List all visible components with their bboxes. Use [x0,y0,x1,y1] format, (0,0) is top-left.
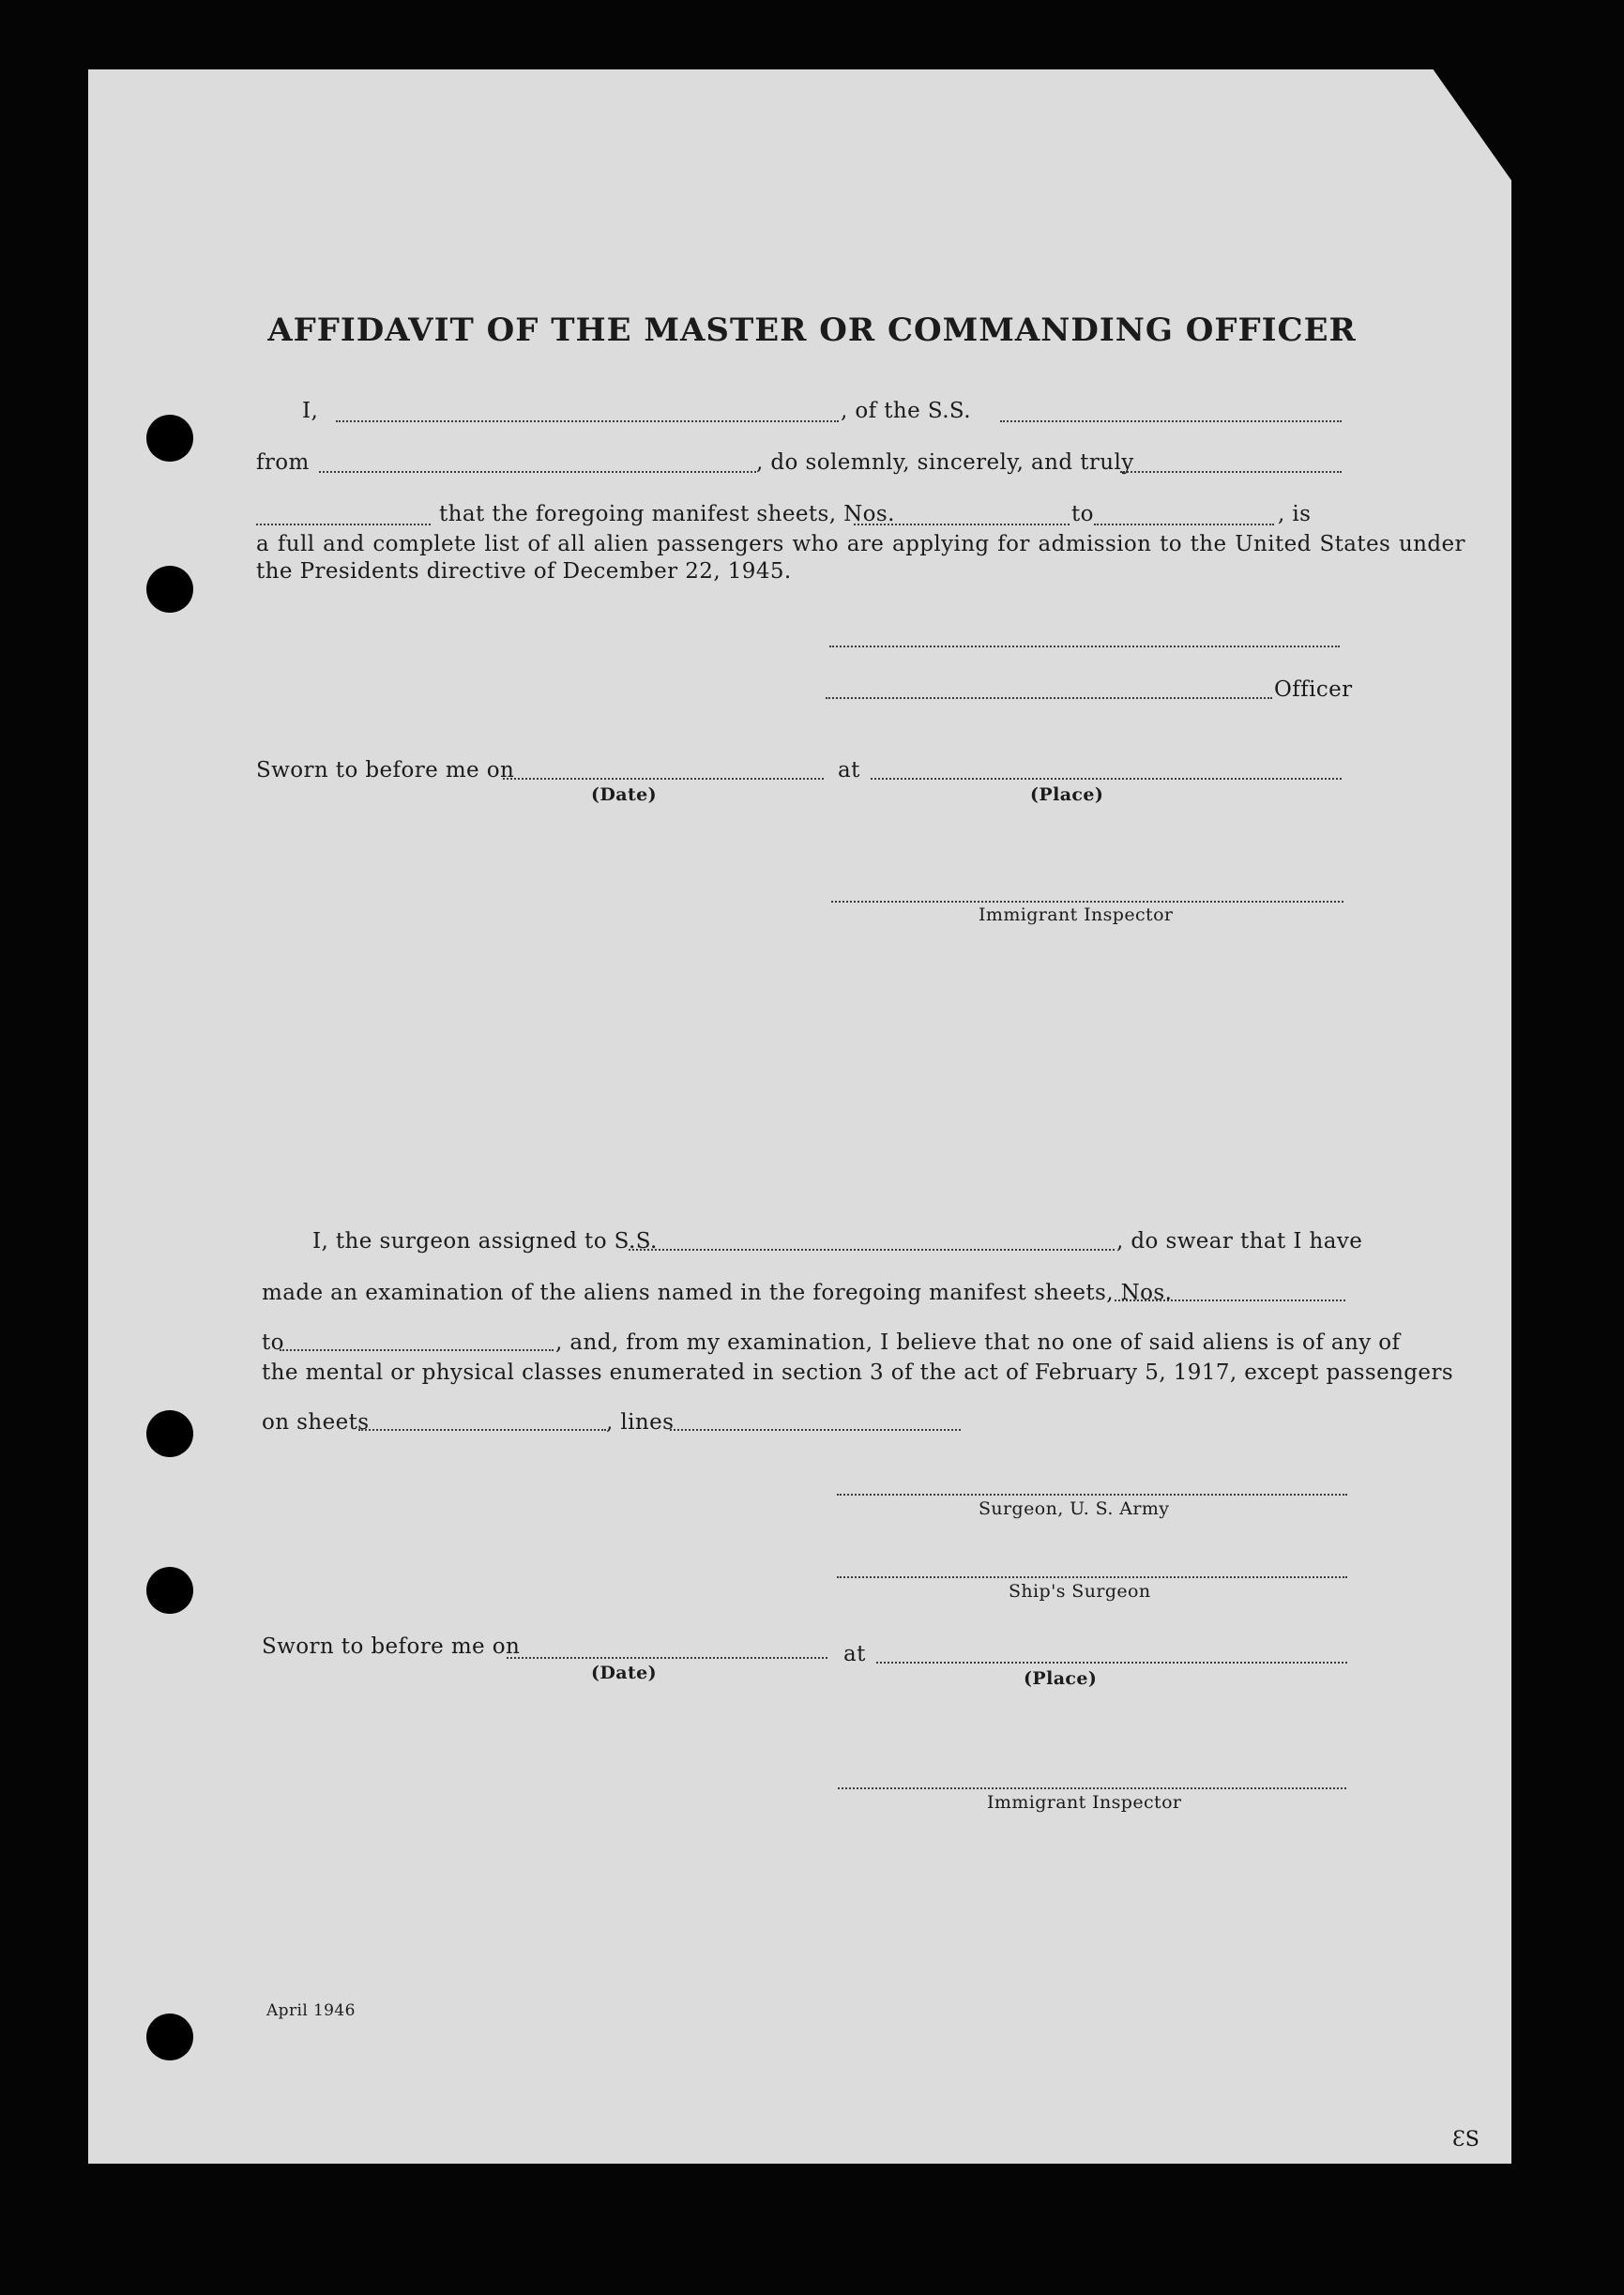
punch-hole [146,2014,193,2060]
inspector-caption: Immigrant Inspector [979,904,1174,925]
officer-label: Officer [1274,677,1353,702]
classes-text: the mental or physical classes enumerated in section 3 of the act of February 5, 1917, except passengers [262,1360,1454,1385]
surgeon-sworn-date-field[interactable] [507,1657,827,1659]
punch-hole [146,415,193,462]
sheet-to-field[interactable] [1094,524,1274,525]
punch-hole [146,1567,193,1614]
master-name-field[interactable] [336,420,839,422]
surgeon-place-caption: (Place) [1024,1668,1098,1689]
on-sheets-label: on sheets [262,1410,370,1435]
sworn-place-field[interactable] [871,778,1342,780]
margin-handwritten-mark: ƐS [1452,2128,1480,2151]
ship-name-field[interactable] [1000,420,1342,422]
to-label: to [1071,502,1094,526]
master-body-line-3: the Presidents directive of December 22, 1945. [256,559,792,584]
sworn-date-field[interactable] [503,778,824,780]
lines-label: , lines [606,1410,675,1435]
ships-surgeon-caption: Ship's Surgeon [1009,1581,1151,1602]
sworn-label: Sworn to before me on [256,758,515,783]
surgeon-sworn-label: Sworn to before me on [262,1634,521,1659]
army-surgeon-caption: Surgeon, U. S. Army [979,1498,1170,1519]
oath-continuation-field[interactable] [256,524,431,525]
exam-sheet-to-field[interactable] [280,1349,554,1351]
surgeon-date-caption: (Date) [591,1663,658,1683]
place-caption: (Place) [1030,784,1104,805]
master-body-line-2: a full and complete list of all alien passengers who are applying for admission to the United States under [256,532,1465,556]
of-ss-label: , of the S.S. [841,399,971,423]
form-date-footer: April 1946 [266,2001,356,2020]
oath-field[interactable] [1120,471,1342,473]
swear-text: , do swear that I have [1116,1229,1363,1254]
punch-hole [146,566,193,613]
ships-surgeon-signature-line[interactable] [837,1576,1347,1578]
surgeon-inspector-signature-line[interactable] [838,1787,1346,1789]
manifest-text: that the foregoing manifest sheets, Nos. [439,502,895,526]
inspector-signature-line[interactable] [831,901,1343,903]
surgeon-ship-field[interactable] [629,1249,1115,1251]
officer-signature-line[interactable] [826,697,1272,699]
master-i-label: I, [302,399,319,423]
form-sheet [88,69,1511,2164]
surgeon-at-label: at [843,1642,866,1666]
believe-text: , and, from my examination, I believe that no one of said aliens is of any of [555,1330,1401,1355]
from-label: from [256,450,310,475]
at-label: at [838,758,860,783]
lines-field[interactable] [670,1429,961,1431]
surgeon-assigned-text: I, the surgeon assigned to S.S. [312,1229,658,1254]
surgeon-to-label: to [262,1330,284,1355]
exam-sheet-from-field[interactable] [1115,1299,1345,1301]
surgeon-sworn-place-field[interactable] [876,1662,1347,1664]
army-surgeon-signature-line[interactable] [837,1494,1347,1496]
from-field[interactable] [319,471,756,473]
date-caption: (Date) [591,784,658,805]
sheet-from-field[interactable] [854,524,1070,525]
master-signature-line[interactable] [829,646,1340,647]
exam-text: made an examination of the aliens named in the foregoing manifest sheets, Nos. [262,1281,1173,1305]
form-title: AFFIDAVIT OF THE MASTER OR COMMANDING OFFICER [267,312,1357,349]
sheets-field[interactable] [358,1429,606,1431]
solemnly-text: , do solemnly, sincerely, and truly [756,450,1134,475]
is-text: , is [1278,502,1312,526]
punch-hole [146,1410,193,1457]
surgeon-inspector-caption: Immigrant Inspector [987,1792,1182,1813]
